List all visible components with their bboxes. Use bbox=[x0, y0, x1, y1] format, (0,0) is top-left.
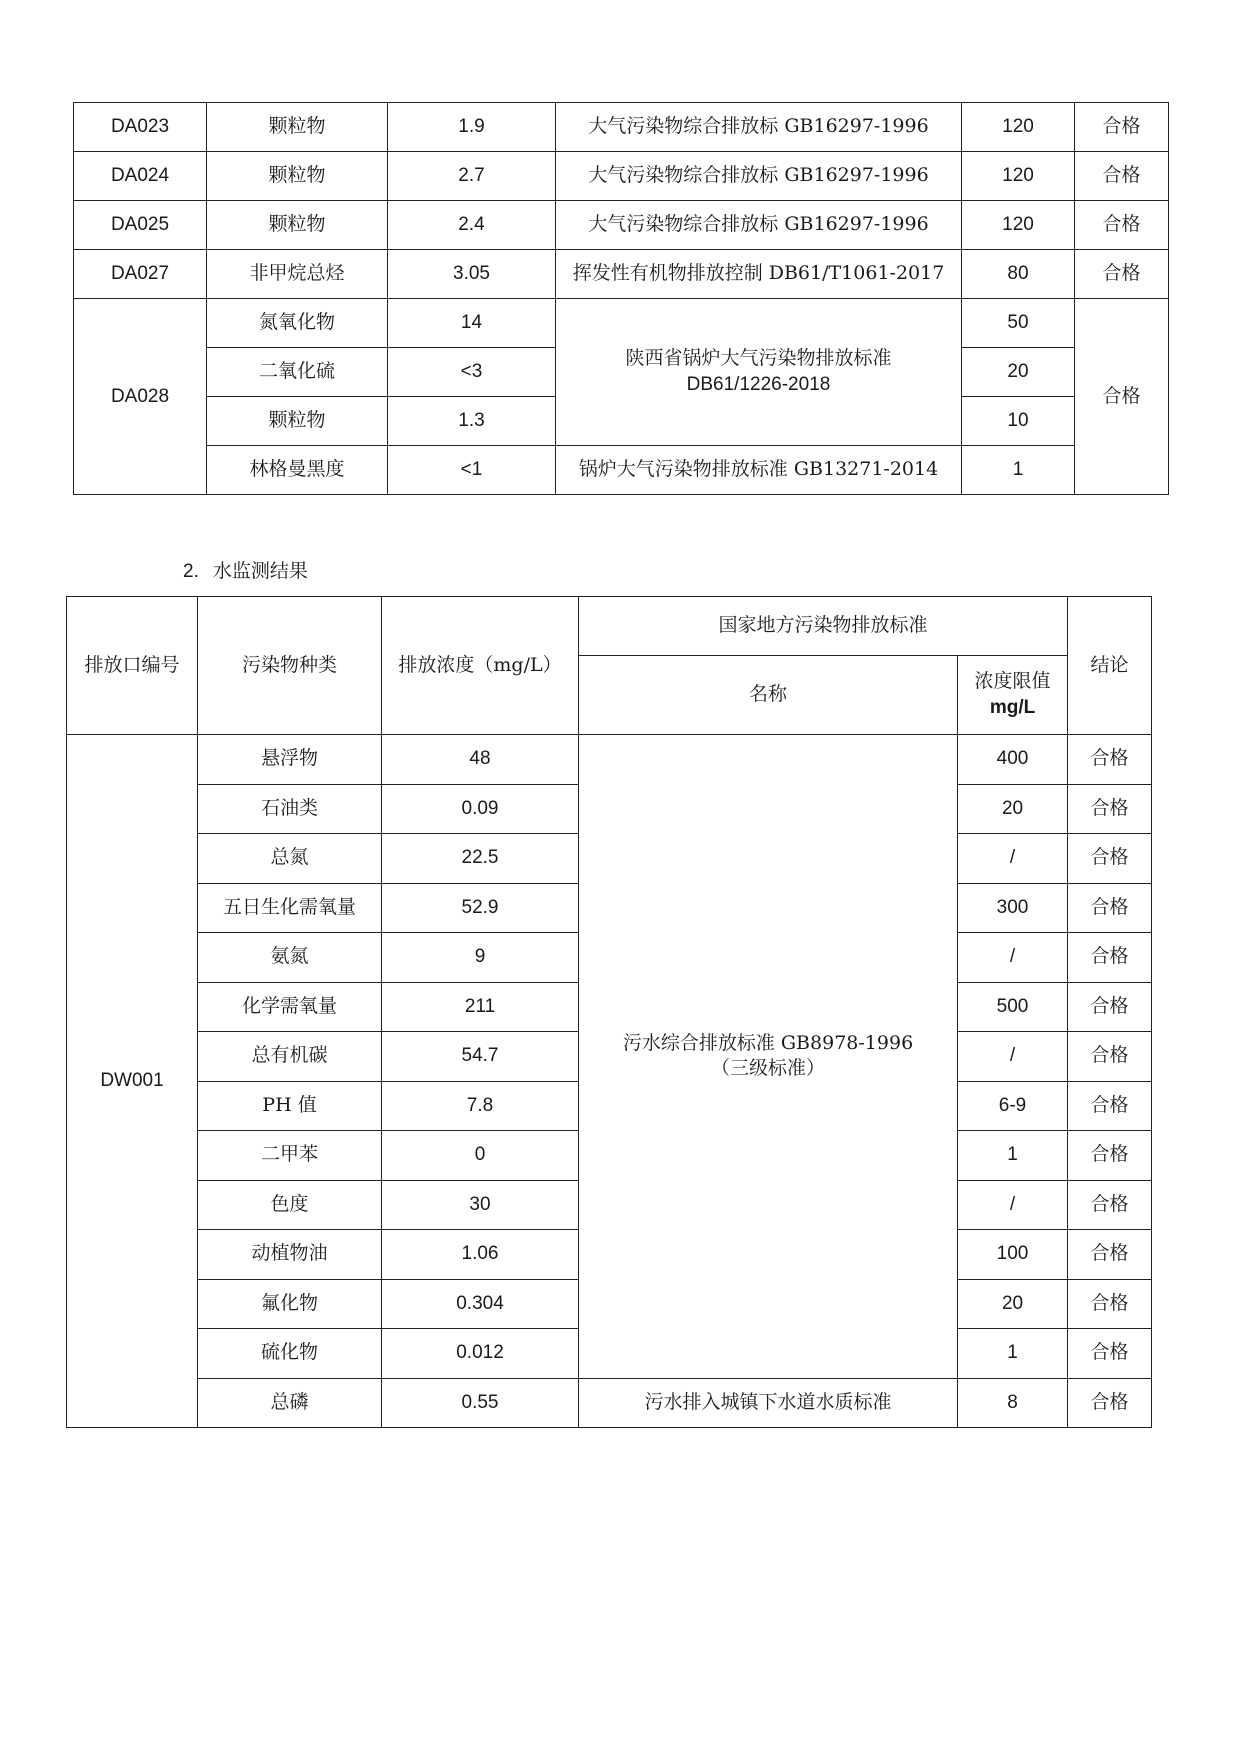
standard-grade: （三级标准） bbox=[710, 1057, 825, 1080]
result-cell: 合格 bbox=[1068, 1081, 1152, 1131]
pollutant-cell: 总氮 bbox=[198, 834, 382, 884]
outlet-cell: DA025 bbox=[74, 201, 207, 250]
concentration-cell: 22.5 bbox=[382, 834, 579, 884]
pollutant-cell: 硫化物 bbox=[198, 1329, 382, 1379]
concentration-cell: 7.8 bbox=[382, 1081, 579, 1131]
limit-cell: 10 bbox=[962, 397, 1075, 446]
standard-cell bbox=[556, 299, 962, 446]
standard-cell: 大气污染物综合排放标 GB16297-1996 bbox=[556, 152, 962, 201]
limit-cell: / bbox=[958, 834, 1068, 884]
limit-cell: 500 bbox=[958, 982, 1068, 1032]
limit-cell: 6-9 bbox=[958, 1081, 1068, 1131]
outlet-cell: DA023 bbox=[74, 103, 207, 152]
result-cell: 合格 bbox=[1068, 982, 1152, 1032]
pollutant-header: 污染物种类 bbox=[198, 597, 382, 735]
pollutant-cell: 氟化物 bbox=[198, 1279, 382, 1329]
pollutant-cell: 氮氧化物 bbox=[207, 299, 388, 348]
result-cell: 合格 bbox=[1068, 834, 1152, 884]
concentration-cell: 1.06 bbox=[382, 1230, 579, 1280]
result-cell: 合格 bbox=[1068, 883, 1152, 933]
concentration-cell: <1 bbox=[388, 446, 556, 495]
pollutant-cell: 非甲烷总烃 bbox=[207, 250, 388, 299]
limit-cell: 400 bbox=[958, 735, 1068, 785]
table-row bbox=[74, 299, 1169, 348]
limit-cell: / bbox=[958, 933, 1068, 983]
concentration-cell: 48 bbox=[382, 735, 579, 785]
concentration-cell: 0.304 bbox=[382, 1279, 579, 1329]
pollutant-cell: 二甲苯 bbox=[198, 1131, 382, 1181]
limit-cell: 8 bbox=[958, 1378, 1068, 1428]
result-cell: 合格 bbox=[1075, 299, 1169, 495]
table-row bbox=[74, 103, 1169, 152]
pollutant-cell: 总磷 bbox=[198, 1378, 382, 1428]
concentration-cell: 14 bbox=[388, 299, 556, 348]
pollutant-cell: 二氧化硫 bbox=[207, 348, 388, 397]
pollutant-cell: 氨氮 bbox=[198, 933, 382, 983]
pollutant-cell: 颗粒物 bbox=[207, 152, 388, 201]
standard-name-header: 名称 bbox=[579, 656, 958, 735]
standard-cell: 挥发性有机物排放控制 DB61/T1061-2017 bbox=[556, 250, 962, 299]
limit-cell: 120 bbox=[962, 103, 1075, 152]
table-row bbox=[74, 446, 1169, 495]
concentration-cell: 9 bbox=[382, 933, 579, 983]
standard-group-header: 国家地方污染物排放标准 bbox=[579, 597, 1068, 656]
concentration-cell: 0 bbox=[382, 1131, 579, 1181]
pollutant-cell: 石油类 bbox=[198, 784, 382, 834]
limit-header-label: 浓度限值 bbox=[974, 670, 1051, 693]
concentration-cell: 54.7 bbox=[382, 1032, 579, 1082]
outlet-cell: DW001 bbox=[67, 735, 198, 1428]
outlet-cell: DA024 bbox=[74, 152, 207, 201]
limit-cell: 100 bbox=[958, 1230, 1068, 1280]
result-header: 结论 bbox=[1068, 597, 1152, 735]
outlet-cell: DA027 bbox=[74, 250, 207, 299]
limit-header-unit: mg/L bbox=[989, 697, 1036, 718]
limit-cell: 20 bbox=[958, 1279, 1068, 1329]
table-row bbox=[74, 201, 1169, 250]
result-cell: 合格 bbox=[1068, 933, 1152, 983]
pollutant-cell: 悬浮物 bbox=[198, 735, 382, 785]
limit-cell: 20 bbox=[962, 348, 1075, 397]
pollutant-cell: 动植物油 bbox=[198, 1230, 382, 1280]
result-cell: 合格 bbox=[1075, 201, 1169, 250]
limit-cell: 300 bbox=[958, 883, 1068, 933]
outlet-cell: DA028 bbox=[74, 299, 207, 495]
table-row bbox=[74, 152, 1169, 201]
limit-cell: 1 bbox=[958, 1329, 1068, 1379]
water-monitoring-table bbox=[66, 596, 1152, 1428]
table-row bbox=[74, 250, 1169, 299]
pollutant-cell: PH 值 bbox=[198, 1081, 382, 1131]
concentration-cell: 3.05 bbox=[388, 250, 556, 299]
air-monitoring-table bbox=[73, 102, 1169, 495]
outlet-header: 排放口编号 bbox=[67, 597, 198, 735]
pollutant-cell: 总有机碳 bbox=[198, 1032, 382, 1082]
pollutant-cell: 化学需氧量 bbox=[198, 982, 382, 1032]
pollutant-cell: 颗粒物 bbox=[207, 201, 388, 250]
result-cell: 合格 bbox=[1068, 1378, 1152, 1428]
concentration-cell: 2.7 bbox=[388, 152, 556, 201]
result-cell: 合格 bbox=[1068, 1131, 1152, 1181]
limit-cell: 80 bbox=[962, 250, 1075, 299]
standard-cell: 大气污染物综合排放标 GB16297-1996 bbox=[556, 103, 962, 152]
section-title-text: 水监测结果 bbox=[212, 560, 308, 582]
pollutant-cell: 色度 bbox=[198, 1180, 382, 1230]
result-cell: 合格 bbox=[1068, 1279, 1152, 1329]
standard-cell bbox=[579, 735, 958, 1379]
limit-cell: 50 bbox=[962, 299, 1075, 348]
concentration-cell: 1.9 bbox=[388, 103, 556, 152]
limit-header bbox=[958, 656, 1068, 735]
concentration-cell: 1.3 bbox=[388, 397, 556, 446]
result-cell: 合格 bbox=[1075, 250, 1169, 299]
pollutant-cell: 颗粒物 bbox=[207, 103, 388, 152]
concentration-cell: 0.09 bbox=[382, 784, 579, 834]
pollutant-cell: 林格曼黑度 bbox=[207, 446, 388, 495]
standard-cell: 大气污染物综合排放标 GB16297-1996 bbox=[556, 201, 962, 250]
result-cell: 合格 bbox=[1068, 1329, 1152, 1379]
limit-cell: 20 bbox=[958, 784, 1068, 834]
result-cell: 合格 bbox=[1075, 152, 1169, 201]
limit-cell: 120 bbox=[962, 152, 1075, 201]
limit-cell: 120 bbox=[962, 201, 1075, 250]
header-row bbox=[67, 597, 1152, 656]
pollutant-cell: 五日生化需氧量 bbox=[198, 883, 382, 933]
concentration-cell: 30 bbox=[382, 1180, 579, 1230]
standard-name: 污水综合排放标准 GB8978-1996 bbox=[622, 1031, 914, 1054]
limit-cell: / bbox=[958, 1032, 1068, 1082]
result-cell: 合格 bbox=[1075, 103, 1169, 152]
standard-code: DB61/1226-2018 bbox=[686, 374, 831, 395]
table-row bbox=[67, 1378, 1152, 1428]
concentration-header: 排放浓度（mg/L） bbox=[382, 597, 579, 735]
pollutant-cell: 颗粒物 bbox=[207, 397, 388, 446]
concentration-cell: 211 bbox=[382, 982, 579, 1032]
section-index: 2. bbox=[183, 561, 199, 582]
result-cell: 合格 bbox=[1068, 735, 1152, 785]
result-cell: 合格 bbox=[1068, 1032, 1152, 1082]
standard-name: 陕西省锅炉大气污染物排放标准 bbox=[625, 347, 892, 370]
concentration-cell: 2.4 bbox=[388, 201, 556, 250]
concentration-cell: <3 bbox=[388, 348, 556, 397]
limit-cell: 1 bbox=[962, 446, 1075, 495]
concentration-cell: 52.9 bbox=[382, 883, 579, 933]
section-heading bbox=[183, 556, 308, 583]
standard-cell: 锅炉大气污染物排放标准 GB13271-2014 bbox=[556, 446, 962, 495]
limit-cell: / bbox=[958, 1180, 1068, 1230]
concentration-cell: 0.55 bbox=[382, 1378, 579, 1428]
limit-cell: 1 bbox=[958, 1131, 1068, 1181]
standard-cell: 污水排入城镇下水道水质标准 bbox=[579, 1378, 958, 1428]
result-cell: 合格 bbox=[1068, 1230, 1152, 1280]
result-cell: 合格 bbox=[1068, 1180, 1152, 1230]
result-cell: 合格 bbox=[1068, 784, 1152, 834]
concentration-cell: 0.012 bbox=[382, 1329, 579, 1379]
table-row bbox=[67, 735, 1152, 785]
